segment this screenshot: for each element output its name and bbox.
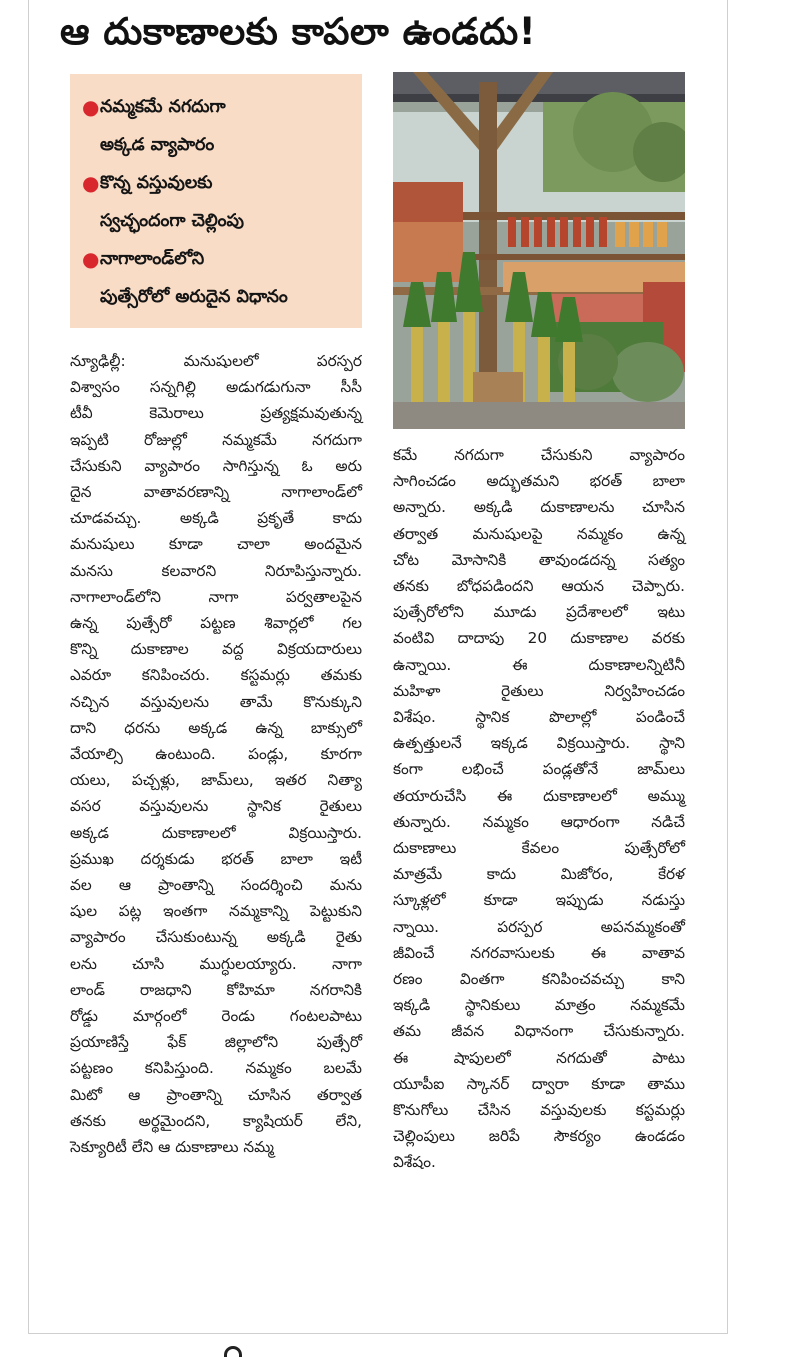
highlight-line: నాగాలాండ్‌లోని <box>100 249 205 269</box>
body-line: తర్వాత మనుషులపై నమ్మకం ఉన్న <box>393 524 685 543</box>
body-line: వసర వస్తువులను స్థానిక రైతులు <box>70 797 362 816</box>
body-line: కమే నగదుగా చేసుకుని వ్యాపారం <box>393 446 685 464</box>
market-stall-photo <box>393 72 685 429</box>
body-line: ఉత్పత్తులనే ఇక్కడ విక్రయిస్తారు. స్థాని <box>393 734 685 753</box>
body-line: వేయాల్సి ఉంటుంది. పండ్లు, కూరగా <box>70 745 362 764</box>
body-line: మనసు కలవారని నిరూపిస్తున్నారు. <box>70 561 362 580</box>
highlights-box <box>70 74 362 328</box>
body-line: న్నాయి. పరస్పర అపనమ్మకంతో <box>393 917 685 936</box>
body-line: చోట మోసానికి తావుండదన్న సత్యం <box>393 550 685 569</box>
highlight-line: స్వచ్ఛందంగా చెల్లింపు <box>100 211 244 231</box>
body-line: జీవించే నగరవాసులకు ఈ వాతావ <box>393 943 685 962</box>
body-line: విశ్వాసం సన్నగిల్లి అడుగడుగునా సీసీ <box>70 378 362 397</box>
highlight-item <box>80 164 354 240</box>
body-line: తయారుచేసి ఈ దుకాణాలలో అమ్ము <box>393 786 685 805</box>
body-line: వ్యాపారం చేసుకుంటున్న అక్కడి రైతు <box>70 928 362 947</box>
body-line: అన్నారు. అక్కడి దుకాణాలను చూసిన <box>393 498 685 517</box>
body-line: పట్టణం కనిపిస్తుంది. నమ్మకం బలమే <box>70 1059 362 1078</box>
body-line: యూపీఐ స్కానర్ ద్వారా కూడా తాము <box>393 1074 685 1093</box>
body-line: కంగా లభించే పండ్లతోనే జామ్‌లు <box>393 760 685 779</box>
body-line: రోడ్డు మార్గంలో రెండు గంటలపాటు <box>70 1007 362 1026</box>
body-line: చూడవచ్చు. అక్కడి ప్రకృతే కాదు <box>70 509 362 528</box>
body-line: సాగించడం అద్భుతమని భరత్ బాలా <box>393 472 685 491</box>
body-line: షుల పట్ల ఇంతగా నమ్మకాన్ని పెట్టుకుని <box>70 902 362 921</box>
body-line: తనకు అర్థమైందని, క్యాషియర్ లేని, <box>70 1111 362 1130</box>
body-line: చెల్లింపులు జరిపే సౌకర్యం ఉండడం <box>393 1127 685 1146</box>
highlight-line: కొన్న వస్తువులకు <box>100 173 213 193</box>
body-line: వల ఆ ప్రాంతాన్ని సందర్శించి మను <box>70 876 362 895</box>
body-line: పుత్సేరోలోని మూడు ప్రదేశాలలో ఇటు <box>393 603 685 622</box>
body-line: దైన వాతావరణాన్ని నాగాలాండ్‌లో <box>70 483 362 502</box>
page-cutoff-mark <box>224 1346 242 1357</box>
body-line: మాత్రమే కాదు మిజోరం, కేరళ <box>393 865 685 884</box>
body-line: ఇప్పటి రోజుల్లో నమ్మకమే నగదుగా <box>70 430 362 449</box>
body-line: విశేషం. స్థానిక పొలాల్లో పండించే <box>393 708 685 727</box>
body-line: ఉన్నాయి. ఈ దుకాణాలన్నిటినీ <box>393 655 685 674</box>
body-line: లాండ్ రాజధాని కోహిమా నగరానికి <box>70 980 362 999</box>
body-line: రణం వింతగా కనిపించవచ్చు కాని <box>393 970 685 989</box>
highlight-item <box>80 88 354 164</box>
body-line: నాగాలాండ్‌లోని నాగా పర్వతాలపైన <box>70 587 362 606</box>
body-line: ప్రముఖ దర్శకుడు భరత్ బాలా ఇటీ <box>70 849 362 868</box>
highlight-line: అక్కడ వ్యాపారం <box>100 135 215 155</box>
body-line: విశేషం. <box>393 1153 436 1172</box>
bullet-icon: ● <box>82 95 100 119</box>
body-line: ఉన్న పుత్సేరో పట్టణ శివార్లలో గల <box>70 614 362 633</box>
body-line: దాని ధరను అక్కడ ఉన్న బాక్సులో <box>70 718 362 737</box>
body-line: యలు, పచ్చళ్లు, జామ్‌లు, ఇతర నిత్యా <box>70 771 362 790</box>
body-line: మిటో ఆ ప్రాంతాన్ని చూసిన తర్వాత <box>70 1085 362 1104</box>
body-line: కొన్ని దుకాణాల వద్ద విక్రయదారులు <box>70 640 362 659</box>
body-line: ఎవరూ కనిపించరు. కస్టమర్లు తమకు <box>70 666 362 685</box>
highlight-line: పుత్సేరోలో అరుదైన విధానం <box>100 287 288 307</box>
body-line: మనుషులు కూడా చాలా అందమైన <box>70 535 362 554</box>
body-line: స్కూళ్లలో కూడా ఇప్పుడు నడుస్తు <box>393 891 685 910</box>
highlight-line: నమ్మకమే నగదుగా <box>100 97 226 117</box>
body-line: న్యూఢిల్లీ: మనుషులలో పరస్పర <box>70 352 362 370</box>
bullet-icon: ● <box>82 247 100 271</box>
body-line: చేసుకుని వ్యాపారం సాగిస్తున్న ఓ అరు <box>70 456 362 475</box>
body-line: అక్కడ దుకాణాలలో విక్రయిస్తారు. <box>70 823 362 842</box>
bullet-icon: ● <box>82 171 100 195</box>
body-line: తమ జీవన విధానంగా చేసుకున్నారు. <box>393 1022 685 1041</box>
headline: ఆ దుకాణాలకు కాపలా ఉండదు! <box>60 10 537 53</box>
body-line: తనకు బోధపడిందని ఆయన చెప్పారు. <box>393 577 685 596</box>
body-line: నచ్చిన వస్తువులను తామే కొనుక్కుని <box>70 692 362 711</box>
body-line: ఈ షాపులలో నగదుతో పాటు <box>393 1048 685 1067</box>
body-line: టీవీ కెమెరాలు ప్రత్యక్షమవుతున్న <box>70 404 362 423</box>
body-line: తున్నారు. నమ్మకం ఆధారంగా నడిచే <box>393 812 685 831</box>
body-line: మహిళా రైతులు నిర్వహించడం <box>393 681 685 700</box>
body-column-left <box>70 348 362 1160</box>
body-line: కొనుగోలు చేసిన వస్తువులకు కస్టమర్లు <box>393 1101 685 1120</box>
body-line: సెక్యూరిటీ లేని ఆ దుకాణాలు నమ్మ <box>70 1138 274 1157</box>
highlight-item <box>80 240 354 316</box>
body-line: దుకాణాలు కేవలం పుత్సేరోలో <box>393 839 685 858</box>
body-line: ప్రయాణిస్తే ఫేక్ జిల్లాలోని పుత్సేరో <box>70 1033 362 1052</box>
body-line: వంటివి దాదాపు 20 దుకాణాల వరకు <box>393 629 685 648</box>
body-column-right <box>393 442 685 1176</box>
body-line: ఇక్కడి స్థానికులు మాత్రం నమ్మకమే <box>393 996 685 1015</box>
body-line: లను చూసి ముగ్ధులయ్యారు. నాగా <box>70 954 362 973</box>
